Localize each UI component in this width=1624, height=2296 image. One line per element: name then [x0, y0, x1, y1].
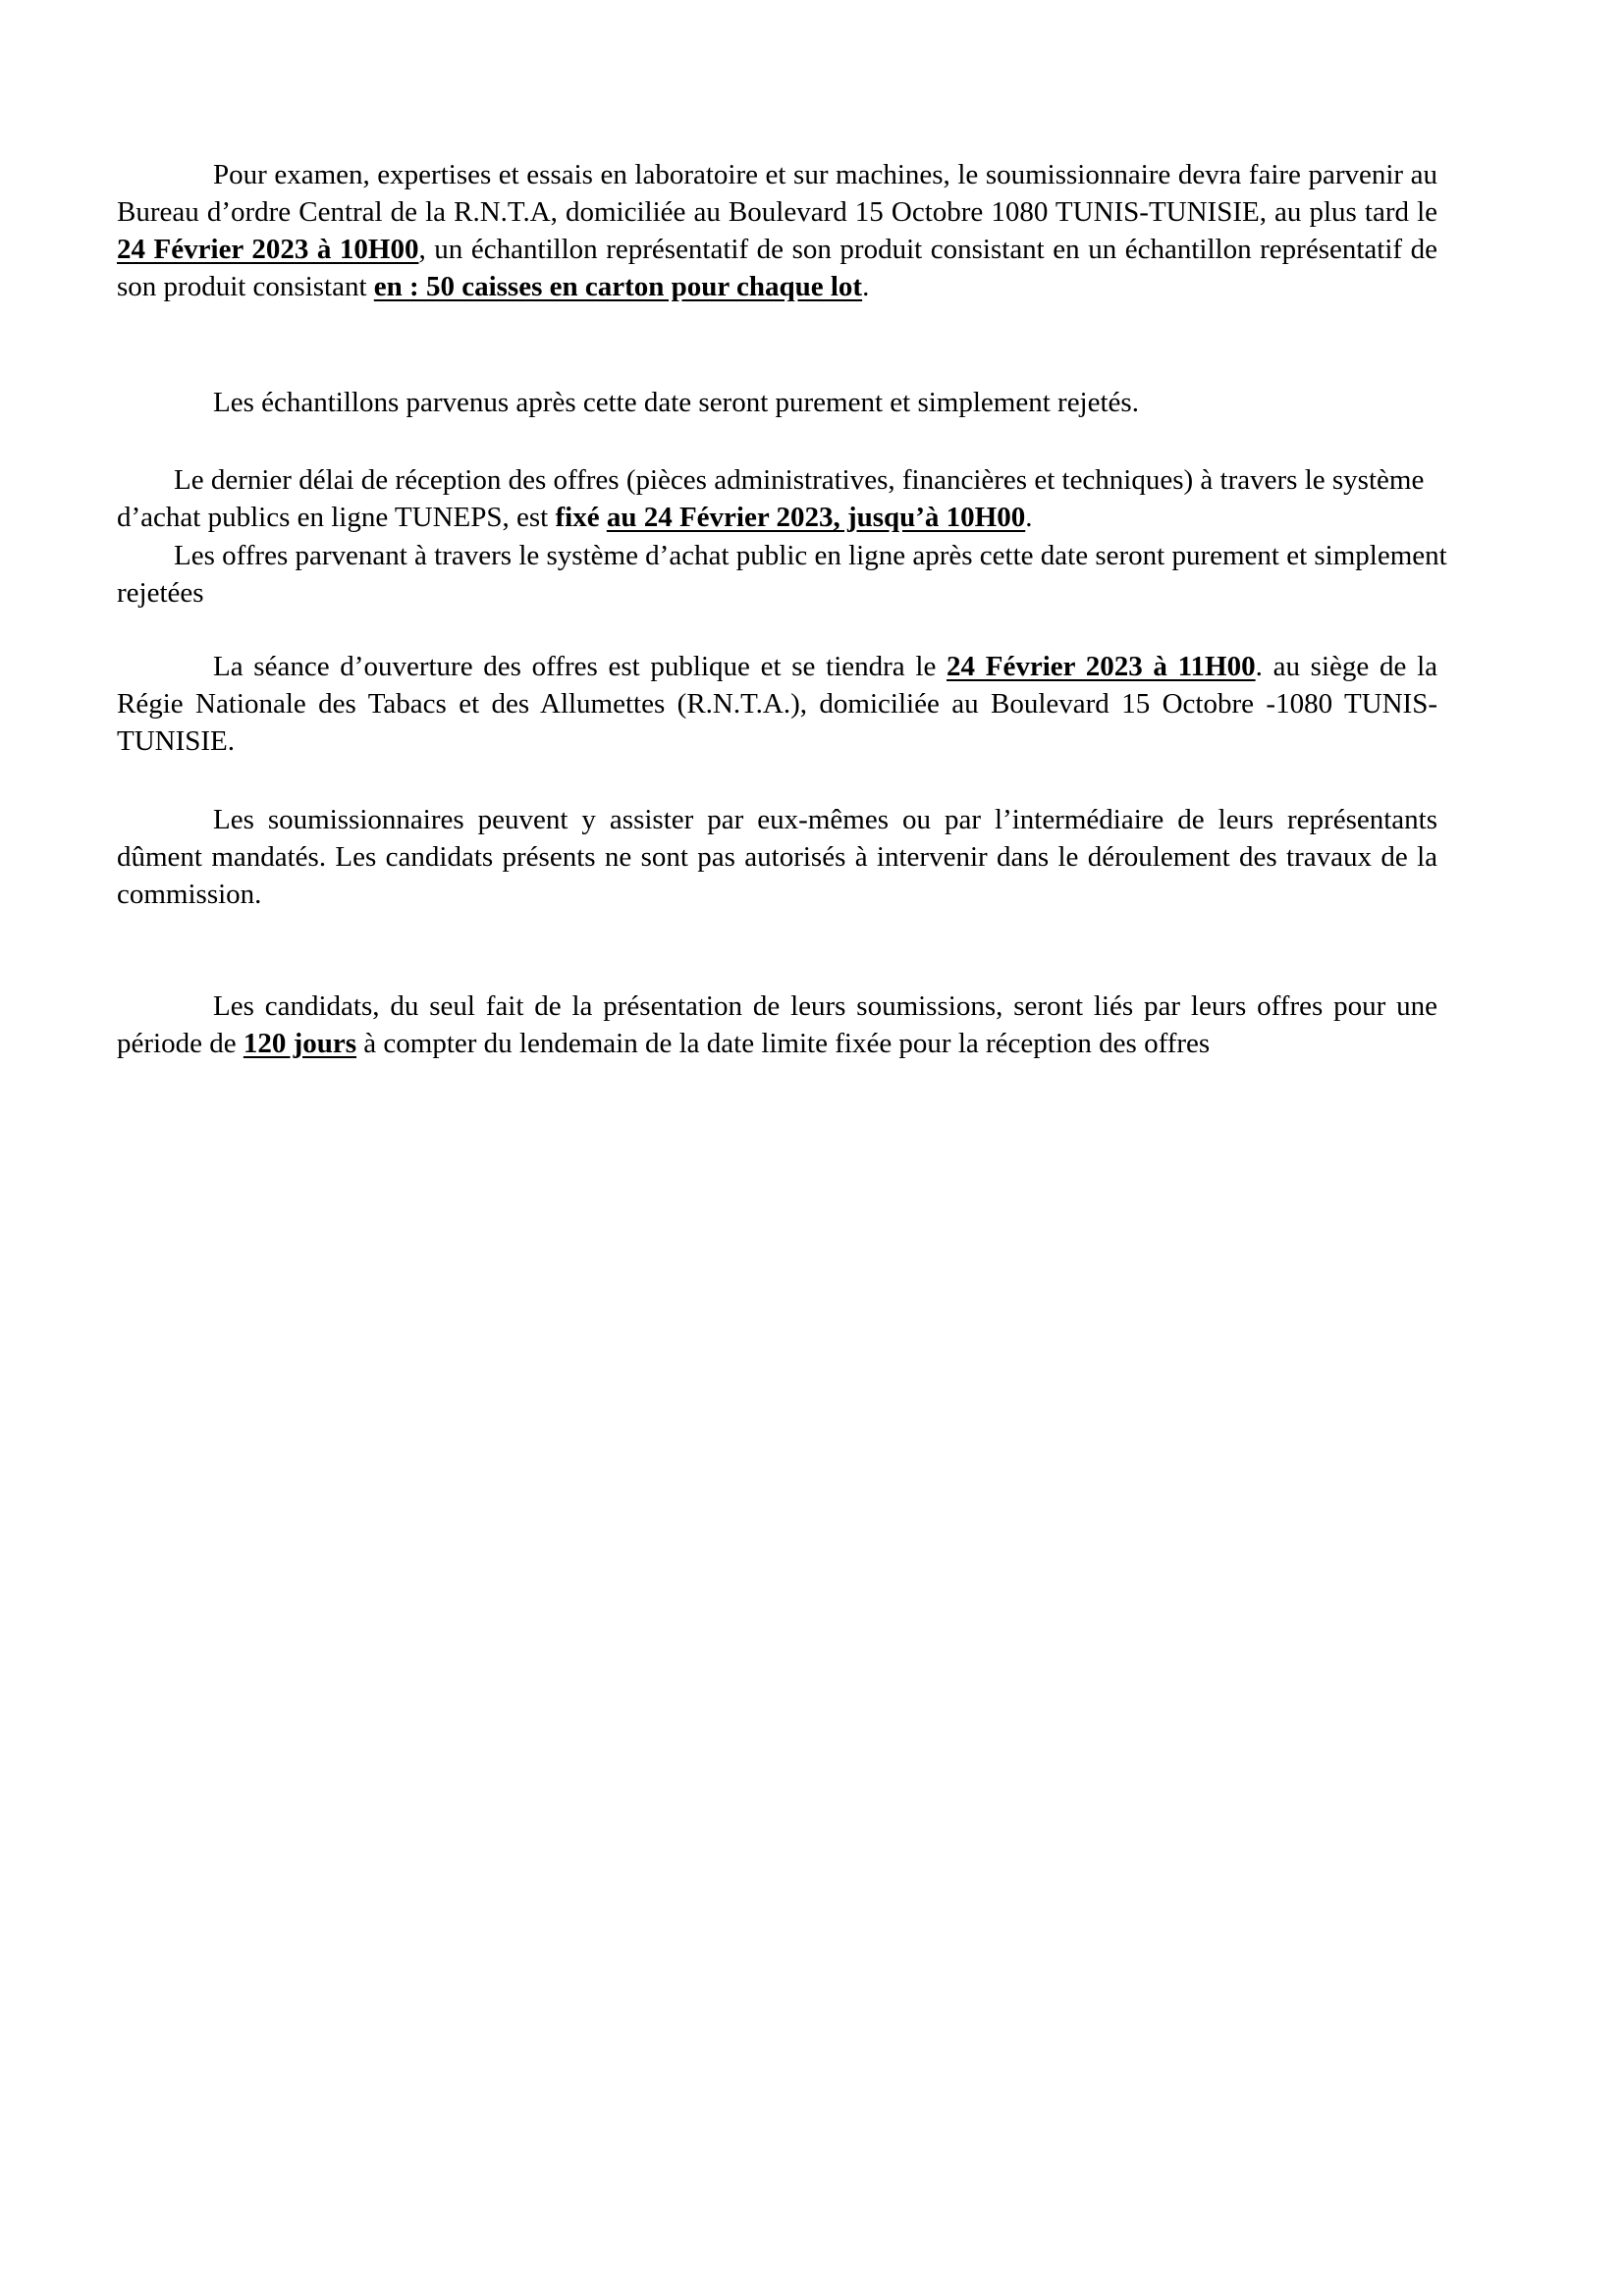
paragraph-text: La séance d’ouverture des offres est publique et se tiendra le	[213, 651, 947, 682]
paragraph-opening-session	[117, 648, 1437, 760]
paragraph-sample-submission	[117, 156, 1437, 305]
paragraph-text: Les candidats, du seul fait de la présentation de leurs soumissions, seront liés par leurs offres pour une période de	[117, 990, 1437, 1059]
paragraph-text: Les offres parvenant à travers le système d’achat public en ligne après cette date seront purement et simplement rejetées	[117, 540, 1447, 609]
paragraph-text	[600, 502, 607, 533]
paragraph-late-samples	[117, 384, 1437, 421]
paragraph-text: . au siège de la Régie Nationale des Tabacs et des Allumettes (R.N.T.A.), domiciliée au Boulevard 15 Octobre -1080 TUNIS-TUNISIE.	[117, 651, 1437, 757]
sample-quantity: en : 50 caisses en carton pour chaque lot	[373, 271, 863, 302]
offer-deadline: au 24 Février 2023, jusqu’à 10H00	[606, 502, 1026, 533]
paragraph-text: Les soumissionnaires peuvent y assister par eux-mêmes ou par l’intermédiaire de leurs représentants dûment mandatés. Les candidats présents ne sont pas autorisés à intervenir dans le déroulement des travaux de la commission.	[117, 804, 1437, 910]
fixed-word: fixé	[555, 502, 600, 533]
paragraph-late-offers	[117, 537, 1491, 612]
paragraph-text: Pour examen, expertises et essais en laboratoire et sur machines, le soumissionnaire devra faire parvenir au Bureau d’ordre Central de la R.N.T.A, domiciliée au Boulevard 15 Octobre 1080 TUNIS-TUNISIE, au plus tard le	[117, 159, 1437, 228]
paragraph-text: à compter du lendemain de la date limite fixée pour la réception des offres	[356, 1028, 1211, 1059]
paragraph-attendance	[117, 801, 1437, 913]
paragraph-offer-deadline	[117, 461, 1491, 536]
paragraph-text: , un échantillon représentatif de son produit consistant en un échantillon représentatif de son produit consistant	[117, 234, 1437, 302]
paragraph-text: Les échantillons parvenus après cette date seront purement et simplement rejetés.	[213, 387, 1139, 418]
paragraph-text: .	[1025, 502, 1033, 533]
paragraph-text: Le dernier délai de réception des offres (pièces administratives, financières et techniques) à travers le système d’achat publics en ligne TUNEPS, est	[117, 464, 1425, 533]
opening-date: 24 Février 2023 à 11H00	[947, 651, 1256, 682]
validity-duration: 120 jours	[243, 1028, 357, 1059]
paragraph-text: .	[862, 271, 870, 302]
paragraph-validity-period	[117, 988, 1437, 1062]
sample-deadline: 24 Février 2023 à 10H00	[117, 234, 419, 265]
